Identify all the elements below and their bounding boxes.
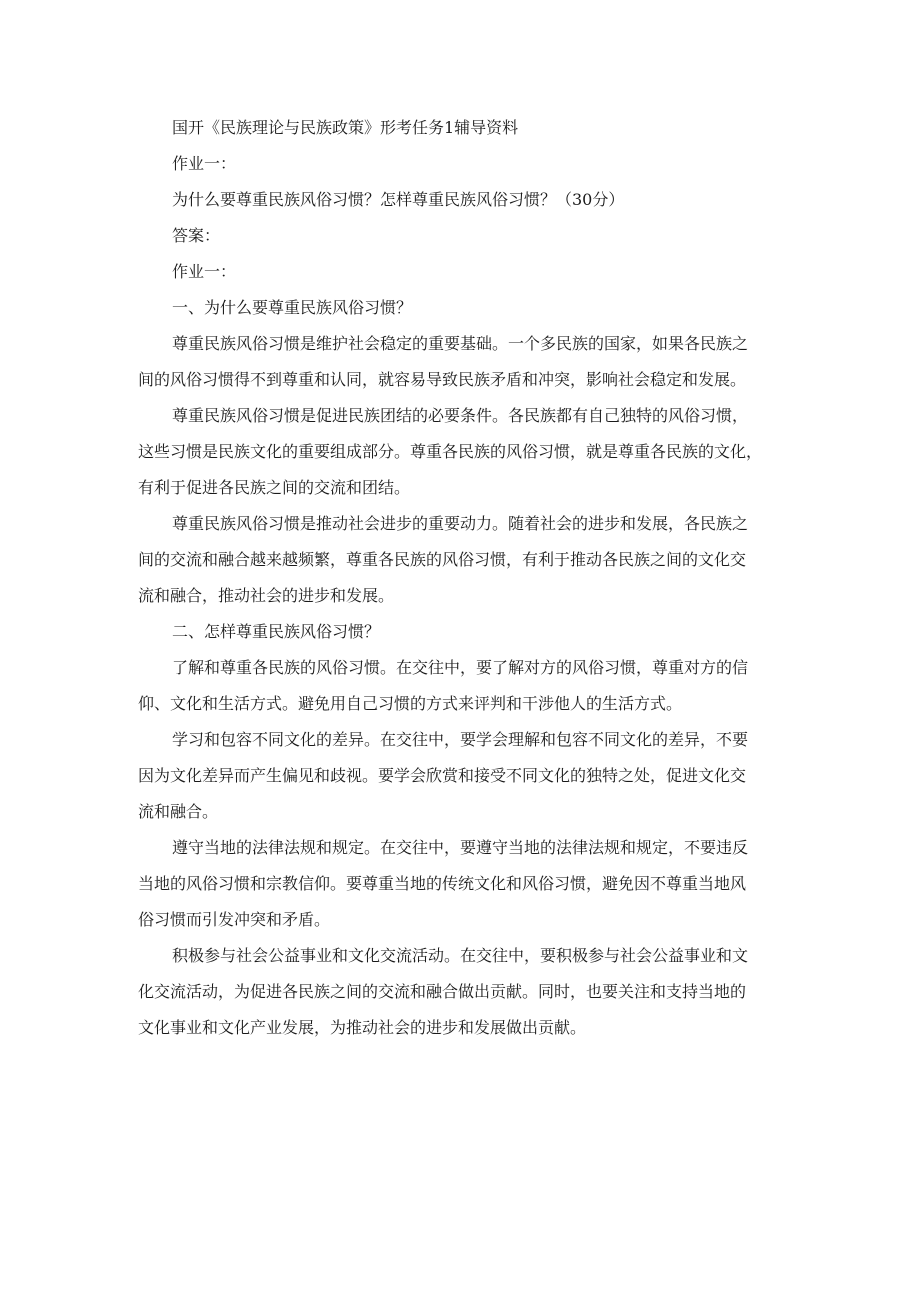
document-title: 国开《民族理论与民族政策》形考任务1辅导资料	[172, 118, 519, 137]
section-heading: 一、为什么要尊重民族风俗习惯？	[172, 298, 413, 317]
body-paragraph	[138, 938, 784, 1046]
paragraph-line: 文化事业和文化产业发展，为推动社会的进步和发展做出贡献。	[138, 1018, 587, 1037]
paragraph-line: 遵守当地的法律法规和规定。在交往中，要遵守当地的法律法规和规定，不要违反	[172, 838, 749, 857]
body-paragraph	[138, 326, 784, 398]
paragraph-line: 流和融合，推动社会的进步和发展。	[138, 586, 395, 605]
section-heading: 二、怎样尊重民族风俗习惯？	[172, 622, 381, 641]
paragraph-line: 有利于促进各民族之间的交流和团结。	[138, 478, 411, 497]
paragraph-line: 积极参与社会公益事业和文化交流活动。在交往中，要积极参与社会公益事业和文	[172, 946, 749, 965]
paragraph-line: 尊重民族风俗习惯是推动社会进步的重要动力。随着社会的进步和发展，各民族之	[172, 514, 749, 533]
body-paragraph	[138, 650, 784, 722]
paragraph-line: 尊重民族风俗习惯是维护社会稳定的重要基础。一个多民族的国家，如果各民族之	[172, 334, 749, 353]
paragraph-line: 间的交流和融合越来越频繁，尊重各民族的风俗习惯，有利于推动各民族之间的文化交	[138, 550, 747, 569]
assignment-label: 作业一：	[172, 262, 237, 281]
paragraph-line: 因为文化差异而产生偏见和歧视。要学会欣赏和接受不同文化的独特之处，促进文化交	[138, 766, 747, 785]
paragraph-line: 间的风俗习惯得不到尊重和认同，就容易导致民族矛盾和冲突，影响社会稳定和发展。	[138, 370, 747, 389]
document-page	[138, 110, 784, 1046]
body-paragraph	[138, 506, 784, 614]
paragraph-line: 俗习惯而引发冲突和矛盾。	[138, 910, 331, 929]
body-paragraph	[138, 830, 784, 938]
body-paragraph	[138, 398, 784, 506]
paragraph-line: 仰、文化和生活方式。避免用自己习惯的方式来评判和干涉他人的生活方式。	[138, 694, 683, 713]
assignment-label: 作业一：	[172, 154, 237, 173]
answer-label: 答案：	[172, 226, 221, 245]
paragraph-line: 化交流活动，为促进各民族之间的交流和融合做出贡献。同时，也要关注和支持当地的	[138, 982, 747, 1001]
paragraph-line: 学习和包容不同文化的差异。在交往中，要学会理解和包容不同文化的差异，不要	[172, 730, 749, 749]
body-paragraph	[138, 722, 784, 830]
paragraph-line: 当地的风俗习惯和宗教信仰。要尊重当地的传统文化和风俗习惯，避免因不尊重当地风	[138, 874, 747, 893]
paragraph-line: 尊重民族风俗习惯是促进民族团结的必要条件。各民族都有自己独特的风俗习惯，	[172, 406, 749, 425]
paragraph-line: 这些习惯是民族文化的重要组成部分。尊重各民族的风俗习惯，就是尊重各民族的文化，	[138, 442, 763, 461]
question-text: 为什么要尊重民族风俗习惯？怎样尊重民族风俗习惯？（30分）	[172, 190, 625, 209]
paragraph-line: 流和融合。	[138, 802, 219, 821]
paragraph-line: 了解和尊重各民族的风俗习惯。在交往中，要了解对方的风俗习惯，尊重对方的信	[172, 658, 749, 677]
